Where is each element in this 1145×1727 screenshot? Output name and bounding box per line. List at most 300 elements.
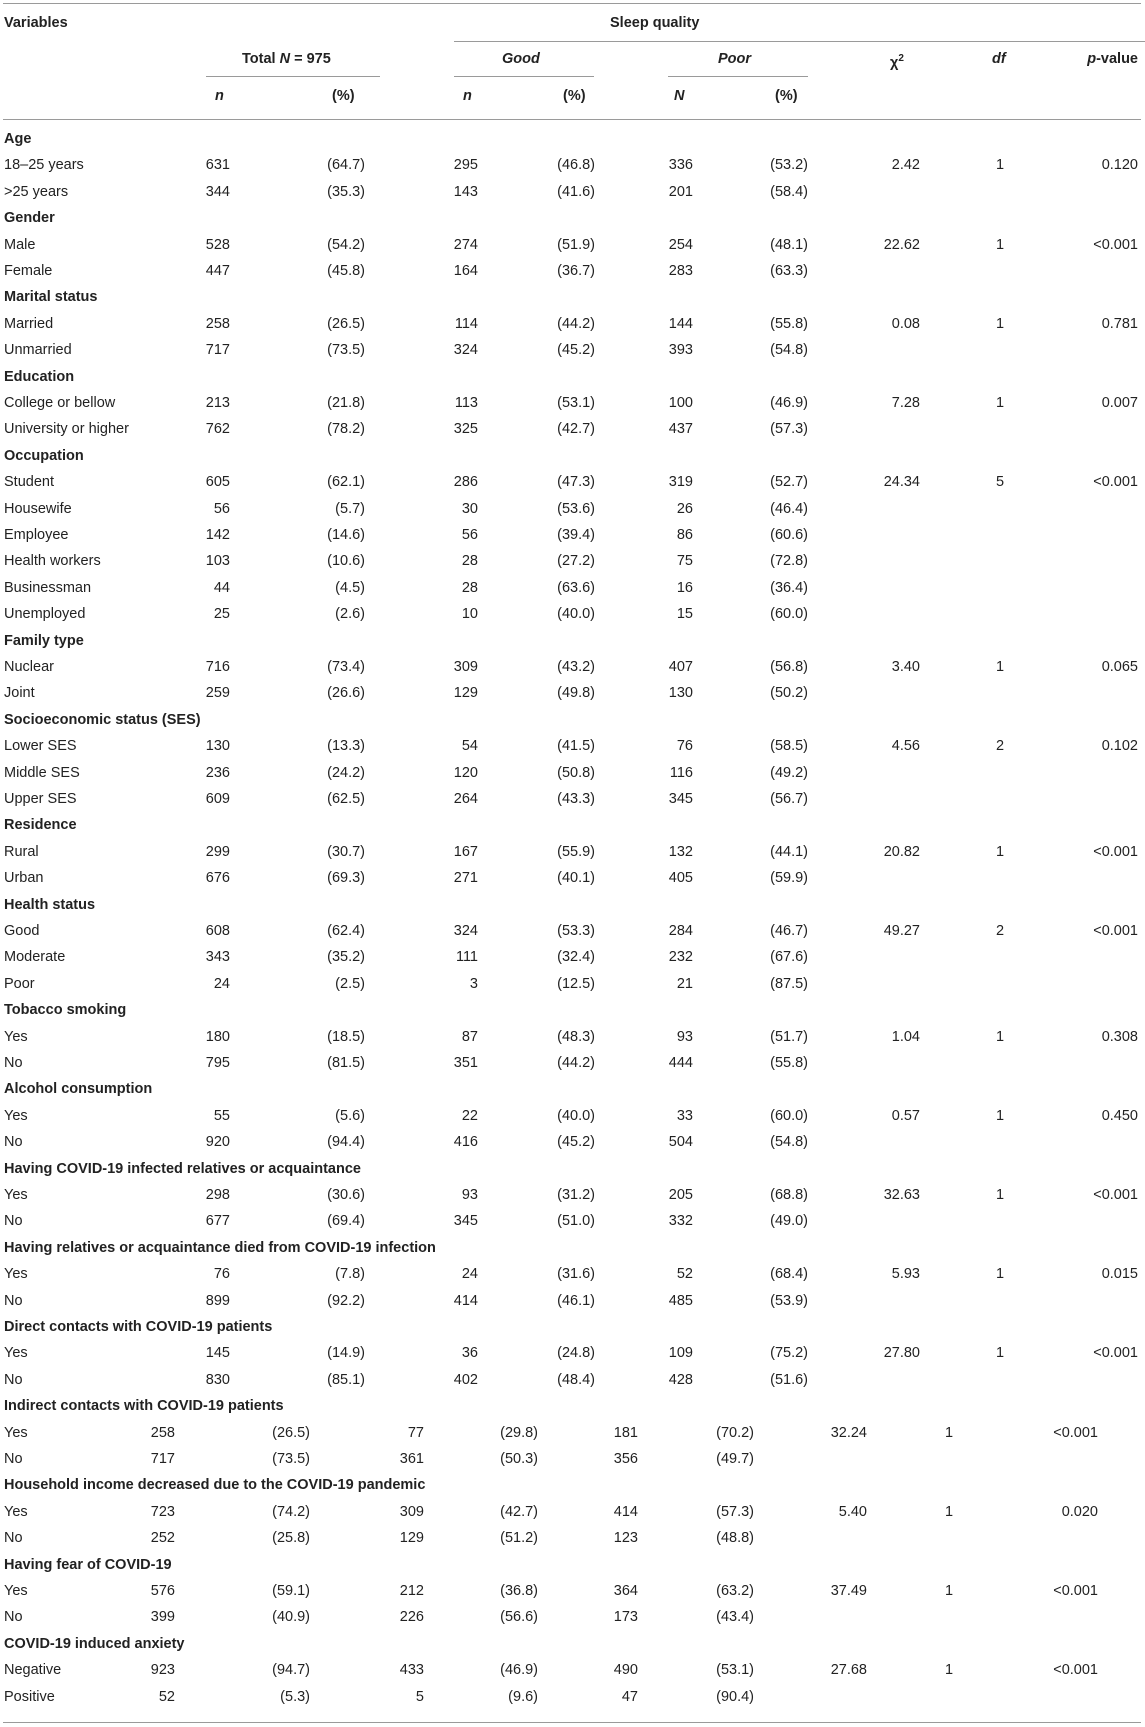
- section-title: Direct contacts with COVID-19 patients: [4, 1319, 273, 1335]
- cell-chi-square: 4.56: [891, 738, 920, 755]
- cell-poor-n: 284: [668, 923, 693, 939]
- cell-poor-n: 490: [613, 1662, 638, 1679]
- cell-total-pct: (94.7): [272, 1662, 310, 1679]
- cell-total-pct: (4.5): [335, 579, 365, 596]
- cell-good-n: 28: [461, 579, 478, 596]
- cell-good-n: 5: [415, 1688, 424, 1705]
- cell-total-n: 258: [150, 1424, 175, 1441]
- cell-good-n: 24: [461, 1266, 478, 1283]
- section-title: Having COVID-19 infected relatives or acquaintance: [4, 1160, 361, 1177]
- table-row: [0, 1182, 1145, 1208]
- section-heading-row: [0, 1076, 1145, 1102]
- header-bottom-rule: [3, 119, 1141, 120]
- cell-total-pct: (85.1): [327, 1371, 365, 1388]
- cell-df: 1: [995, 315, 1005, 332]
- cell-chi-square: 27.68: [830, 1662, 867, 1679]
- cell-poor-n: 16: [676, 579, 693, 596]
- cell-p-value: 0.308: [1101, 1028, 1138, 1045]
- cell-chi-square: 0.57: [891, 1107, 920, 1124]
- cell-good-n: 113: [454, 395, 478, 411]
- section-title: Age: [4, 131, 32, 147]
- cell-total-n: 258: [205, 315, 230, 332]
- cell-label: Businessman: [4, 579, 92, 596]
- cell-good-pct: (47.3): [557, 474, 595, 491]
- table-row: [0, 469, 1145, 495]
- cell-total-pct: (74.2): [272, 1503, 310, 1520]
- cell-df: 1: [944, 1424, 954, 1441]
- cell-label: No: [4, 1055, 23, 1071]
- top-rule: [3, 3, 1141, 4]
- cell-df: 1: [944, 1662, 954, 1679]
- cell-poor-pct: (56.8): [770, 659, 808, 675]
- cell-good-n: 264: [453, 791, 478, 807]
- cell-total-n: 717: [205, 342, 230, 359]
- cell-p-value: 0.102: [1101, 738, 1138, 755]
- table-row: [0, 971, 1145, 997]
- good-span-rule: [454, 76, 594, 77]
- cell-total-n: 55: [213, 1107, 230, 1124]
- cell-good-n: 10: [461, 606, 478, 623]
- cell-good-pct: (50.3): [500, 1451, 538, 1467]
- header-pvalue-rest: -value: [1096, 51, 1138, 67]
- cell-poor-n: 504: [668, 1134, 693, 1151]
- cell-good-pct: (51.2): [500, 1530, 538, 1547]
- cell-good-pct: (63.6): [557, 579, 595, 596]
- cell-poor-n: 26: [676, 500, 693, 517]
- section-heading-row: [0, 443, 1145, 469]
- cell-total-pct: (14.6): [327, 527, 365, 543]
- table-row: [0, 1578, 1145, 1604]
- section-title: Residence: [4, 817, 77, 834]
- table-row: [0, 232, 1145, 258]
- cell-total-n: 676: [205, 870, 230, 887]
- cell-good-n: 309: [453, 659, 478, 675]
- cell-poor-pct: (57.3): [716, 1503, 754, 1520]
- cell-good-pct: (31.6): [557, 1266, 595, 1283]
- cell-good-n: 129: [399, 1530, 424, 1547]
- cell-good-n: 56: [461, 527, 478, 543]
- cell-poor-pct: (72.8): [770, 553, 808, 570]
- table-row: [0, 918, 1145, 944]
- section-title: Alcohol consumption: [4, 1081, 153, 1098]
- cell-total-n: 236: [205, 764, 230, 781]
- cell-poor-n: 414: [613, 1503, 638, 1520]
- cell-label: Negative: [4, 1662, 62, 1679]
- cell-good-n: 28: [461, 553, 478, 570]
- header-poor: Poor: [718, 51, 752, 67]
- cell-good-pct: (53.1): [557, 395, 595, 411]
- table-row: [0, 1420, 1145, 1446]
- cell-good-n: 286: [453, 474, 478, 491]
- section-heading-row: [0, 1631, 1145, 1657]
- cell-good-pct: (46.1): [557, 1292, 595, 1309]
- header-pct-poor: (%): [775, 88, 798, 104]
- table-row: [0, 337, 1145, 363]
- cell-poor-n: 254: [668, 236, 693, 253]
- cell-label: No: [4, 1451, 23, 1467]
- cell-poor-pct: (46.9): [770, 395, 808, 411]
- cell-total-pct: (2.5): [335, 975, 365, 992]
- cell-total-pct: (18.5): [327, 1028, 365, 1045]
- cell-poor-pct: (49.0): [770, 1213, 808, 1230]
- cell-poor-n: 232: [668, 949, 693, 966]
- cell-label: Good: [4, 923, 40, 939]
- cell-label: Yes: [4, 1028, 28, 1045]
- cell-total-pct: (73.5): [327, 342, 365, 359]
- table-row: [0, 733, 1145, 759]
- total-underline: [454, 41, 1145, 42]
- cell-label: No: [4, 1134, 23, 1151]
- table-row: [0, 839, 1145, 865]
- cell-poor-n: 437: [668, 421, 693, 438]
- cell-total-n: 447: [205, 263, 230, 279]
- cell-poor-pct: (68.8): [770, 1187, 808, 1203]
- cell-good-pct: (53.3): [557, 923, 595, 939]
- cell-chi-square: 5.40: [838, 1503, 867, 1520]
- cell-good-n: 111: [455, 949, 478, 966]
- cell-poor-n: 75: [676, 553, 693, 570]
- cell-good-n: 324: [453, 923, 478, 939]
- cell-label: Health workers: [4, 553, 101, 570]
- cell-total-n: 923: [150, 1662, 175, 1679]
- cell-poor-pct: (58.5): [770, 738, 808, 755]
- section-heading-row: [0, 126, 1145, 152]
- cell-poor-pct: (53.9): [770, 1292, 808, 1309]
- cell-total-pct: (5.7): [335, 500, 365, 517]
- table-row: [0, 258, 1145, 284]
- section-title: Marital status: [4, 289, 98, 306]
- cell-total-pct: (7.8): [335, 1266, 365, 1283]
- cell-label: Yes: [4, 1266, 28, 1283]
- table-row: [0, 1129, 1145, 1155]
- section-heading-row: [0, 284, 1145, 310]
- header-good: Good: [502, 51, 540, 67]
- cell-chi-square: 0.08: [891, 315, 920, 332]
- cell-label: Yes: [4, 1107, 28, 1124]
- section-title: Household income decreased due to the COVID-19 pandemic: [4, 1477, 426, 1494]
- table-row: [0, 496, 1145, 522]
- cell-good-n: 325: [453, 421, 478, 438]
- cell-total-n: 25: [213, 606, 230, 623]
- cell-total-n: 762: [205, 421, 230, 438]
- cell-poor-n: 93: [676, 1028, 693, 1045]
- header-total-suffix: = 975: [294, 51, 331, 67]
- cell-good-n: 416: [453, 1134, 478, 1151]
- cell-p-value: 0.015: [1101, 1266, 1138, 1283]
- cell-label: Moderate: [4, 949, 66, 966]
- header-chi-symbol: χ: [890, 54, 899, 71]
- cell-total-n: 608: [205, 923, 230, 939]
- cell-label: Student: [4, 474, 54, 491]
- cell-poor-pct: (60.0): [770, 1107, 808, 1124]
- cell-label: Poor: [4, 975, 35, 992]
- cell-total-pct: (21.8): [327, 395, 365, 411]
- cell-label: College or bellow: [4, 395, 116, 411]
- cell-label: Middle SES: [4, 764, 80, 781]
- cell-poor-pct: (56.7): [770, 791, 808, 807]
- cell-poor-pct: (70.2): [716, 1424, 754, 1441]
- cell-total-n: 56: [213, 500, 230, 517]
- section-title: Education: [4, 368, 75, 385]
- cell-p-value: 0.007: [1101, 395, 1138, 411]
- cell-label: Urban: [4, 870, 44, 887]
- section-heading-row: [0, 364, 1145, 390]
- cell-poor-pct: (54.8): [770, 342, 808, 359]
- cell-p-value: <0.001: [1093, 1187, 1138, 1203]
- cell-p-value: 0.120: [1101, 157, 1138, 174]
- cell-chi-square: 2.42: [891, 157, 920, 174]
- cell-total-n: 299: [205, 843, 230, 860]
- cell-good-pct: (40.0): [557, 1107, 595, 1124]
- section-title: Tobacco smoking: [4, 1002, 127, 1019]
- cell-chi-square: 5.93: [891, 1266, 920, 1283]
- cell-poor-n: 132: [668, 843, 693, 860]
- table-row: [0, 1525, 1145, 1551]
- cell-good-pct: (41.5): [557, 738, 595, 755]
- cell-label: Lower SES: [4, 738, 77, 755]
- cell-poor-pct: (60.6): [770, 527, 808, 543]
- cell-chi-square: 1.04: [891, 1028, 920, 1045]
- section-title: Family type: [4, 632, 84, 649]
- section-heading-row: [0, 707, 1145, 733]
- cell-good-n: 167: [453, 843, 478, 860]
- cell-total-n: 252: [150, 1530, 175, 1547]
- cell-p-value: <0.001: [1093, 474, 1138, 491]
- cell-good-pct: (39.4): [557, 527, 595, 543]
- cell-total-pct: (62.4): [327, 923, 365, 939]
- cell-total-pct: (24.2): [327, 764, 365, 781]
- cell-poor-n: 393: [668, 342, 693, 359]
- cell-good-n: 77: [407, 1424, 424, 1441]
- cell-poor-n: 407: [668, 659, 693, 675]
- cell-good-n: 433: [399, 1662, 424, 1679]
- cell-total-pct: (73.4): [327, 659, 365, 675]
- cell-poor-n: 364: [613, 1583, 638, 1599]
- table-row: [0, 680, 1145, 706]
- cell-good-pct: (44.2): [557, 1055, 595, 1071]
- cell-label: Male: [4, 236, 36, 253]
- header-pct-total: (%): [332, 88, 355, 104]
- cell-total-pct: (64.7): [327, 157, 365, 174]
- header-variables: Variables: [4, 15, 68, 31]
- cell-total-pct: (2.6): [335, 606, 365, 623]
- cell-good-n: 274: [453, 236, 478, 253]
- cell-p-value: <0.001: [1093, 236, 1138, 253]
- table-row: [0, 1367, 1145, 1393]
- cell-chi-square: 32.24: [830, 1424, 867, 1441]
- cell-total-n: 609: [205, 791, 230, 807]
- cell-df: 5: [995, 474, 1005, 491]
- cell-total-n: 103: [205, 553, 230, 570]
- cell-total-pct: (73.5): [272, 1451, 310, 1467]
- section-title: Health status: [4, 896, 96, 913]
- cell-total-n: 343: [205, 949, 230, 966]
- table-row: [0, 1261, 1145, 1287]
- cell-label: Yes: [4, 1503, 28, 1520]
- section-title: Having fear of COVID-19: [4, 1556, 172, 1573]
- cell-total-n: 605: [205, 474, 230, 491]
- cell-good-n: 402: [453, 1371, 478, 1388]
- cell-poor-pct: (67.6): [770, 949, 808, 966]
- cell-total-n: 899: [205, 1292, 230, 1309]
- table-row: [0, 1684, 1145, 1710]
- cell-poor-pct: (75.2): [770, 1345, 808, 1362]
- cell-p-value: <0.001: [1053, 1424, 1098, 1441]
- cell-poor-pct: (46.4): [770, 500, 808, 517]
- cell-total-pct: (62.1): [327, 474, 365, 491]
- section-title: COVID-19 induced anxiety: [4, 1635, 185, 1652]
- cell-good-pct: (48.4): [557, 1371, 595, 1388]
- cell-total-pct: (35.2): [327, 949, 365, 966]
- section-heading-row: [0, 1393, 1145, 1419]
- cell-poor-n: 15: [676, 606, 693, 623]
- cell-poor-n: 52: [676, 1266, 693, 1283]
- cell-total-pct: (13.3): [327, 738, 365, 755]
- cell-poor-pct: (60.0): [770, 606, 808, 623]
- table-row: [0, 311, 1145, 337]
- cell-poor-n: 283: [668, 263, 693, 279]
- cell-total-n: 298: [205, 1187, 230, 1203]
- cell-poor-pct: (36.4): [770, 579, 808, 596]
- cell-poor-n: 485: [668, 1292, 693, 1309]
- cell-total-pct: (45.8): [327, 263, 365, 279]
- cell-total-pct: (40.9): [272, 1609, 310, 1626]
- cell-poor-pct: (58.4): [770, 183, 808, 200]
- cell-poor-n: 345: [668, 791, 693, 807]
- cell-total-n: 76: [213, 1266, 230, 1283]
- table-row: [0, 416, 1145, 442]
- cell-good-pct: (29.8): [500, 1424, 538, 1441]
- cell-poor-n: 33: [676, 1107, 693, 1124]
- cell-df: 1: [995, 1345, 1005, 1362]
- cell-good-pct: (45.2): [557, 342, 595, 359]
- cell-df: 2: [995, 923, 1005, 939]
- cell-good-n: 114: [454, 315, 478, 332]
- section-title: Gender: [4, 210, 55, 227]
- cell-poor-n: 47: [621, 1688, 638, 1705]
- cell-good-pct: (44.2): [557, 315, 595, 332]
- cell-p-value: 0.781: [1101, 315, 1138, 332]
- cell-good-n: 309: [399, 1503, 424, 1520]
- cell-label: No: [4, 1530, 23, 1547]
- cell-good-pct: (36.8): [500, 1583, 538, 1599]
- cell-good-pct: (24.8): [557, 1345, 595, 1362]
- cell-good-pct: (42.7): [557, 421, 595, 438]
- header-n-total: n: [215, 88, 224, 104]
- table-row: [0, 390, 1145, 416]
- cell-total-pct: (5.3): [280, 1688, 310, 1705]
- cell-good-pct: (32.4): [557, 949, 595, 966]
- table-row: [0, 1050, 1145, 1076]
- cell-poor-pct: (44.1): [770, 843, 808, 860]
- cell-poor-pct: (87.5): [770, 975, 808, 992]
- cell-poor-pct: (48.1): [770, 236, 808, 253]
- table-row: [0, 1024, 1145, 1050]
- cell-poor-n: 21: [676, 975, 693, 992]
- cell-poor-pct: (43.4): [716, 1609, 754, 1626]
- cell-good-n: 22: [461, 1107, 478, 1124]
- cell-df: 1: [995, 1107, 1005, 1124]
- cell-poor-n: 86: [676, 527, 693, 543]
- cell-total-n: 213: [205, 395, 230, 411]
- cell-good-n: 54: [461, 738, 478, 755]
- cell-poor-n: 181: [613, 1424, 638, 1441]
- cell-poor-pct: (63.2): [716, 1583, 754, 1599]
- cell-good-pct: (40.0): [557, 606, 595, 623]
- table-row: [0, 1103, 1145, 1129]
- section-title: Occupation: [4, 447, 84, 464]
- cell-chi-square: 32.63: [883, 1187, 920, 1203]
- cell-df: 1: [995, 157, 1005, 174]
- cell-chi-square: 24.34: [883, 474, 920, 491]
- table-row: [0, 522, 1145, 548]
- header-n-good: n: [463, 88, 472, 104]
- cell-good-n: 361: [399, 1451, 424, 1467]
- cell-p-value: <0.001: [1093, 923, 1138, 939]
- cell-good-pct: (41.6): [557, 183, 595, 200]
- cell-label: Unemployed: [4, 606, 86, 623]
- cell-total-n: 795: [205, 1055, 230, 1071]
- cell-total-pct: (69.4): [327, 1213, 365, 1230]
- header-total: [242, 50, 331, 68]
- cell-poor-pct: (49.2): [770, 764, 808, 781]
- header-pvalue: [1060, 50, 1138, 68]
- table-row: [0, 1340, 1145, 1366]
- bottom-rule: [3, 1722, 1141, 1723]
- cell-label: Yes: [4, 1583, 28, 1599]
- cell-total-pct: (26.5): [272, 1424, 310, 1441]
- section-heading-row: [0, 1235, 1145, 1261]
- cell-good-n: 129: [453, 685, 478, 702]
- cell-good-pct: (48.3): [557, 1028, 595, 1045]
- cell-label: Nuclear: [4, 659, 54, 675]
- cell-poor-pct: (49.7): [716, 1451, 754, 1467]
- cell-poor-pct: (55.8): [770, 1055, 808, 1071]
- cell-poor-pct: (54.8): [770, 1134, 808, 1151]
- cell-good-pct: (42.7): [500, 1503, 538, 1520]
- cell-label: 18–25 years: [4, 157, 84, 174]
- cell-total-n: 180: [205, 1028, 230, 1045]
- cell-label: No: [4, 1609, 23, 1626]
- cell-poor-n: 205: [668, 1187, 693, 1203]
- cell-good-n: 271: [453, 870, 478, 887]
- cell-total-n: 24: [213, 975, 230, 992]
- section-heading-row: [0, 628, 1145, 654]
- cell-df: 1: [995, 236, 1005, 253]
- header-total-n-symbol: N: [279, 51, 291, 67]
- cell-total-pct: (26.5): [327, 315, 365, 332]
- cell-poor-pct: (53.2): [770, 157, 808, 174]
- table-row: [0, 575, 1145, 601]
- header-n-poor: N: [674, 88, 685, 104]
- cell-good-n: 120: [453, 764, 478, 781]
- cell-total-n: 920: [205, 1134, 230, 1151]
- cell-chi-square: 49.27: [883, 923, 920, 939]
- cell-df: 1: [995, 1028, 1005, 1045]
- cell-poor-pct: (53.1): [716, 1662, 754, 1679]
- cell-poor-n: 201: [668, 183, 693, 200]
- cell-label: Upper SES: [4, 791, 77, 807]
- section-title: Socioeconomic status (SES): [4, 711, 201, 728]
- table-row: [0, 1288, 1145, 1314]
- cell-poor-n: 405: [668, 870, 693, 887]
- cell-p-value: 0.450: [1101, 1107, 1138, 1124]
- cell-good-pct: (43.2): [557, 659, 595, 675]
- cell-good-pct: (55.9): [557, 843, 595, 860]
- cell-chi-square: 37.49: [830, 1583, 867, 1599]
- table-row: [0, 944, 1145, 970]
- cell-good-pct: (51.9): [557, 236, 595, 253]
